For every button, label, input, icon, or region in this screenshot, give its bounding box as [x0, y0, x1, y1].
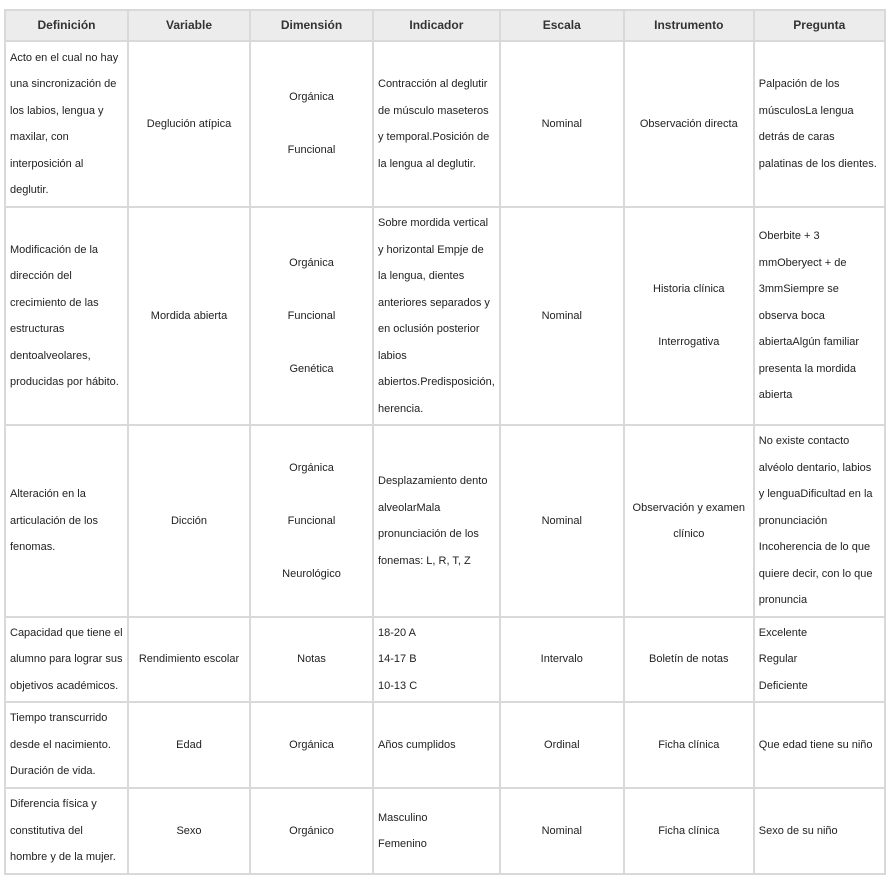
header-variable: Variable — [128, 10, 250, 41]
cell-variable: Mordida abierta — [128, 207, 250, 425]
cell-dimension — [250, 702, 373, 788]
dimension-item: Notas — [297, 653, 326, 666]
cell-escala: Ordinal — [500, 702, 624, 788]
cell-indicador: Contracción al deglutir de músculo maseteros y temporal.Posición de la lengua al deglutir. — [373, 41, 500, 207]
cell-definicion: Diferencia física y constitutiva del hombre y de la mujer. — [5, 788, 128, 874]
cell-escala: Intervalo — [500, 617, 624, 702]
indicador-line: Masculino — [378, 811, 428, 824]
dimension-item: Orgánica — [289, 461, 334, 474]
cell-dimension — [250, 617, 373, 702]
cell-instrumento — [624, 207, 754, 425]
instrumento-item: Interrogativa — [658, 336, 720, 349]
dimension-item: Orgánico — [289, 824, 334, 837]
cell-variable: Sexo — [128, 788, 250, 874]
instrumento-item: Historia clínica — [653, 283, 725, 296]
cell-indicador: Desplazamiento dento alveolarMala pronunciación de los fonemas: L, R, T, Z — [373, 425, 500, 617]
cell-indicador — [373, 617, 500, 702]
cell-pregunta — [754, 617, 885, 702]
instrumento-item: Observación y examen clínico — [632, 501, 746, 540]
cell-indicador: Sobre mordida vertical y horizontal Empje de la lengua, dientes anteriores separados y en oclusión posterior labios abiertos.Predisposición, herencia. — [373, 207, 500, 425]
header-instrumento: Instrumento — [624, 10, 754, 41]
header-dimension: Dimensión — [250, 10, 373, 41]
cell-instrumento — [624, 617, 754, 702]
cell-dimension — [250, 207, 373, 425]
header-pregunta: Pregunta — [754, 10, 885, 41]
indicador-line: 10-13 C — [378, 679, 418, 692]
cell-definicion: Alteración en la articulación de los fenomas. — [5, 425, 128, 617]
header-escala: Escala — [500, 10, 624, 41]
dimension-item: Genética — [289, 362, 334, 375]
indicador-line: 18-20 A — [378, 626, 416, 639]
instrumento-item: Ficha clínica — [658, 824, 720, 837]
cell-dimension — [250, 41, 373, 207]
cell-escala: Nominal — [500, 788, 624, 874]
dimension-item: Funcional — [287, 514, 336, 527]
table-row — [5, 425, 885, 617]
cell-pregunta: Palpación de los músculosLa lengua detrás de caras palatinas de los dientes. — [754, 41, 885, 207]
cell-escala: Nominal — [500, 207, 624, 425]
cell-variable: Dicción — [128, 425, 250, 617]
cell-pregunta: Oberbite + 3 mmOberyect + de 3mmSiempre se observa boca abiertaAlgún familiar presenta la mordida abierta — [754, 207, 885, 425]
cell-pregunta: Sexo de su niño — [754, 788, 885, 874]
cell-instrumento — [624, 702, 754, 788]
dimension-item: Orgánica — [289, 91, 334, 104]
cell-pregunta: Que edad tiene su niño — [754, 702, 885, 788]
header-definicion: Definición — [5, 10, 128, 41]
cell-variable: Rendimiento escolar — [128, 617, 250, 702]
pregunta-line: Deficiente — [758, 679, 808, 692]
table-row — [5, 617, 885, 702]
instrumento-item: Observación directa — [639, 117, 738, 130]
header-row — [5, 10, 885, 41]
cell-dimension — [250, 425, 373, 617]
cell-variable: Edad — [128, 702, 250, 788]
dimension-item: Orgánica — [289, 256, 334, 269]
cell-escala: Nominal — [500, 425, 624, 617]
cell-indicador — [373, 788, 500, 874]
dimension-item: Funcional — [287, 309, 336, 322]
cell-instrumento — [624, 425, 754, 617]
indicador-line: 14-17 B — [378, 653, 417, 666]
header-indicador: Indicador — [373, 10, 500, 41]
dimension-item: Funcional — [287, 144, 336, 157]
cell-dimension — [250, 788, 373, 874]
cell-instrumento — [624, 788, 754, 874]
pregunta-line: Excelente — [758, 626, 808, 639]
table-row — [5, 207, 885, 425]
pregunta-line: Regular — [758, 653, 798, 666]
indicador-line: Femenino — [378, 838, 427, 850]
instrumento-item: Ficha clínica — [658, 738, 720, 751]
cell-definicion: Modificación de la dirección del crecimiento de las estructuras dentoalveolares, producidas por hábito. — [5, 207, 128, 425]
cell-definicion: Tiempo transcurrido desde el nacimiento. Duración de vida. — [5, 702, 128, 788]
dimension-item: Neurológico — [282, 567, 341, 580]
cell-pregunta: No existe contacto alvéolo dentario, labios y lenguaDificultad en la pronunciación Incoherencia de lo que quiere decir, con lo que pronuncia — [754, 425, 885, 617]
instrumento-item: Boletín de notas — [649, 653, 729, 666]
cell-indicador: Años cumplidos — [373, 702, 500, 788]
cell-variable: Deglución atípica — [128, 41, 250, 207]
table-row — [5, 41, 885, 207]
cell-definicion: Capacidad que tiene el alumno para lograr sus objetivos académicos. — [5, 617, 128, 702]
variables-table — [4, 9, 886, 875]
dimension-item: Orgánica — [289, 738, 334, 751]
table-row — [5, 788, 885, 874]
cell-definicion: Acto en el cual no hay una sincronización de los labios, lengua y maxilar, con interposición al deglutir. — [5, 41, 128, 207]
cell-instrumento — [624, 41, 754, 207]
cell-escala: Nominal — [500, 41, 624, 207]
table-row — [5, 702, 885, 788]
